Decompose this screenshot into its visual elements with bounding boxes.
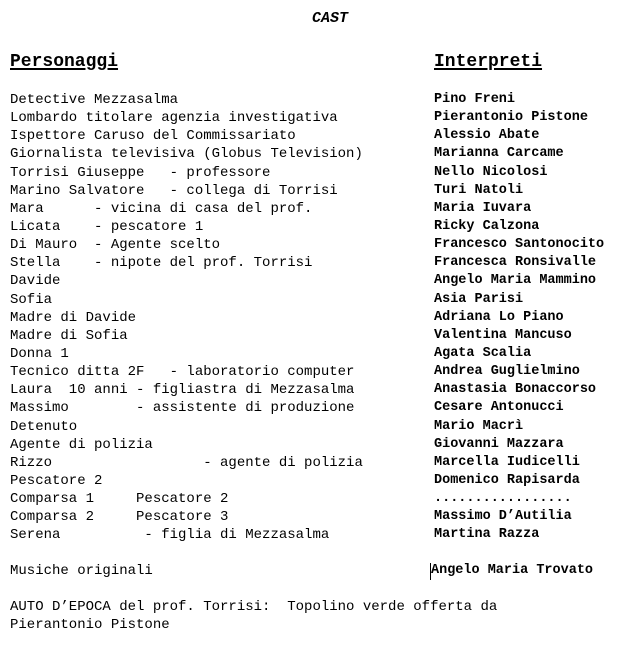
character-name: Rizzo - agente di polizia <box>10 454 363 471</box>
cast-row <box>0 254 641 272</box>
character-name: Ispettore Caruso del Commissariato <box>10 128 296 145</box>
character-name: Giornalista televisiva (Globus Television) <box>10 146 363 163</box>
cast-row <box>0 418 641 436</box>
cast-row <box>0 109 641 127</box>
character-name: Torrisi Giuseppe - professore <box>10 164 271 181</box>
character-name: Agente di polizia <box>10 436 153 453</box>
character-name: Massimo - assistente di produzione <box>10 400 355 417</box>
actor-name: Marianna Carcame <box>434 146 564 162</box>
actor-name: Nello Nicolosi <box>434 164 548 180</box>
actor-name: Massimo D’Autilia <box>434 509 572 525</box>
character-name: Detenuto <box>10 418 78 435</box>
character-name: Di Mauro - Agente scelto <box>10 237 221 254</box>
character-name: Comparsa 1 Pescatore 2 <box>10 491 229 508</box>
cast-row <box>0 363 641 381</box>
cast-row <box>0 399 641 417</box>
character-name: Serena - figlia di Mezzasalma <box>10 527 330 544</box>
vintage-car-note: AUTO D’EPOCA del prof. Torrisi: Topolino verde offerta da Pierantonio Pistone <box>10 599 498 633</box>
character-name: Pescatore 2 <box>10 472 103 489</box>
character-name: Madre di Davide <box>10 309 137 326</box>
music-role: Musiche originali <box>10 563 153 579</box>
cast-row <box>0 127 641 145</box>
cast-row <box>0 164 641 182</box>
actor-name: Pierantonio Pistone <box>434 110 588 126</box>
music-actor: Angelo Maria Trovato <box>431 563 594 578</box>
character-name: Licata - pescatore 1 <box>10 218 204 235</box>
actor-name: Ricky Calzona <box>434 218 540 234</box>
cast-row <box>0 218 641 236</box>
actor-name: Turi Natoli <box>434 182 524 198</box>
cast-row <box>0 236 641 254</box>
actor-name: Alessio Abate <box>434 128 540 144</box>
cast-row <box>0 200 641 218</box>
character-name: Comparsa 2 Pescatore 3 <box>10 509 229 526</box>
actor-name: Francesco Santonocito <box>434 237 605 253</box>
cast-row <box>0 182 641 200</box>
character-name: Mara - vicina di casa del prof. <box>10 200 313 217</box>
header-personaggi: Personaggi <box>10 52 119 72</box>
actor-name: Angelo Maria Mammino <box>434 273 597 289</box>
actor-name: Cesare Antonucci <box>434 400 564 416</box>
character-name: Stella - nipote del prof. Torrisi <box>10 255 313 272</box>
character-name: Sofia <box>10 291 53 308</box>
cast-row <box>0 272 641 290</box>
cast-row <box>0 526 641 544</box>
music-row <box>0 562 641 580</box>
actor-name: Giovanni Mazzara <box>434 436 564 452</box>
actor-name: Francesca Ronsivalle <box>434 255 597 271</box>
character-name: Donna 1 <box>10 345 69 362</box>
actor-name: Maria Iuvara <box>434 200 532 216</box>
character-name: Detective Mezzasalma <box>10 92 179 108</box>
cast-row <box>0 291 641 309</box>
actor-name: Valentina Mancuso <box>434 327 572 343</box>
actor-name: Domenico Rapisarda <box>434 472 580 488</box>
cast-row <box>0 327 641 345</box>
cast-row <box>0 508 641 526</box>
header-interpreti: Interpreti <box>434 52 543 72</box>
cast-row <box>0 345 641 363</box>
cast-row <box>0 490 641 508</box>
character-name: Laura 10 anni - figliastra di Mezzasalma <box>10 382 355 399</box>
character-name: Davide <box>10 273 61 290</box>
character-name: Lombardo titolare agenzia investigativa <box>10 110 338 127</box>
actor-name: Asia Parisi <box>434 291 524 307</box>
document-title: CAST <box>311 10 348 27</box>
actor-name: Agata Scalia <box>434 345 532 361</box>
cast-row <box>0 145 641 163</box>
actor-name: Adriana Lo Piano <box>434 309 564 325</box>
actor-name: Andrea Guglielmino <box>434 364 580 380</box>
character-name: Marino Salvatore - collega di Torrisi <box>10 182 338 199</box>
actor-name: Martina Razza <box>434 527 540 543</box>
cast-row <box>0 436 641 454</box>
actor-name: Anastasia Bonaccorso <box>434 382 597 398</box>
cast-list <box>0 91 641 545</box>
actor-name: ................. <box>434 491 572 507</box>
cast-row <box>0 309 641 327</box>
character-name: Madre di Sofia <box>10 327 128 344</box>
cast-row <box>0 472 641 490</box>
cast-row <box>0 91 641 109</box>
character-name: Tecnico ditta 2F - laboratorio computer <box>10 364 355 381</box>
actor-name: Mario Macrì <box>434 418 524 434</box>
cast-row <box>0 381 641 399</box>
actor-name: Marcella Iudicelli <box>434 454 580 470</box>
actor-name: Pino Freni <box>434 92 516 107</box>
cast-row <box>0 454 641 472</box>
